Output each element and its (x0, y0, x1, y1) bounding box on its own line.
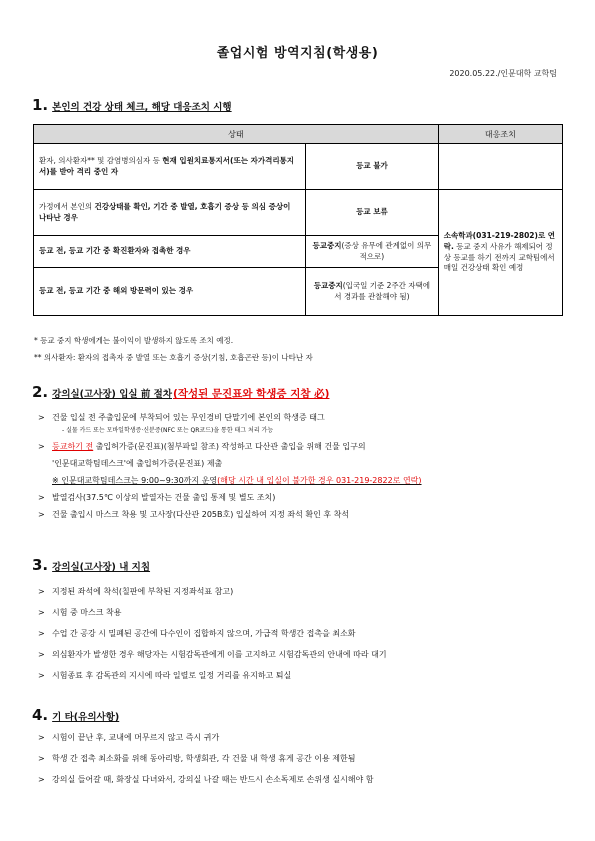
table-row (34, 144, 563, 190)
section-3-list (38, 588, 387, 680)
table-header-row (34, 125, 563, 144)
section-1-heading (32, 96, 232, 114)
list-item: > 건물 출입시 마스크 착용 및 고사장(다산관 205B호) 입실하여 지정 좌석 확인 후 착석 (38, 510, 350, 519)
bullet-glyph: > (38, 733, 45, 742)
list-item: > 학생 간 접촉 최소화를 위해 동아리방, 학생회관, 각 건물 내 학생 휴게 공간 이용 제한됨 (38, 754, 356, 763)
section-2-number: 2. (32, 383, 49, 401)
list-item: > 시험종료 후 감독관의 지시에 따라 일렬로 일정 거리를 유지하고 퇴실 (38, 671, 292, 680)
section-4-list (38, 734, 374, 784)
list-item: > 건물 입실 전 주출입문에 부착되어 있는 무인경비 단말기에 본인의 학생증 태그 (38, 413, 325, 422)
header-state: 상태 (34, 125, 439, 144)
header-action: 대응조치 (438, 125, 562, 144)
list-item-continuation: '인문대교학팀데스크'에 출입허가증(문진표) 제출 (52, 459, 223, 468)
bullet-glyph: > (38, 413, 45, 422)
highlight-before-school: 등교하기 전 (52, 442, 94, 451)
section-4-title: 기 타(유의사항) (52, 712, 120, 723)
list-item: > 의심환자가 발생한 경우 해당자는 시험감독관에게 이를 고지하고 시험감독관의 안내에 따라 대기 (38, 650, 387, 659)
table-row (34, 190, 563, 236)
section-3-number: 3. (32, 556, 49, 574)
bullet-glyph: > (38, 629, 45, 638)
side-cell-empty (438, 144, 562, 190)
section-1-number: 1. (32, 96, 49, 114)
state-cell: 등교 전, 등교 기간 중 확진환자와 접촉한 경우 (34, 236, 306, 268)
state-cell: 등교 전, 등교 기간 중 해외 방문력이 있는 경우 (34, 268, 306, 316)
bullet-glyph: > (38, 775, 45, 784)
section-1-title: 본인의 건강 상태 체크, 해당 대응조치 시행 (52, 102, 232, 113)
bullet-glyph: > (38, 493, 45, 502)
page-title: 졸업시험 방역지침(학생용) (216, 46, 379, 61)
bullet-glyph: > (38, 442, 45, 451)
action-cell: 등교중지(증상 유무에 관계없이 의무적으로) (306, 236, 439, 268)
section-4-number: 4. (32, 706, 49, 724)
bullet-glyph: > (38, 650, 45, 659)
bullet-glyph: > (38, 671, 45, 680)
list-item: > 수업 간 공강 시 밀폐된 공간에 다수인이 집합하지 않으며, 가급적 학생간 접촉을 최소화 (38, 629, 356, 638)
list-item: > 강의실 들어갈 때, 화장실 다녀와서, 강의실 나갈 때는 반드시 손소독제로 손위생 실시해야 함 (38, 775, 374, 784)
section-2-list (38, 414, 422, 519)
bullet-glyph: > (38, 754, 45, 763)
section-2-title: 강의실(고사장) 입실 前 절차 (52, 389, 173, 400)
state-cell: 가정에서 본인의 건강상태를 확인, 기간 중 발열, 호흡기 증상 등 의심 증상이 나타난 경우 (34, 190, 306, 236)
note-2: ** 의사환자: 환자의 접촉자 중 발열 또는 호흡기 증상(기침, 호흡곤란 등)이 나타난 자 (34, 353, 313, 362)
list-item: > 지정된 좌석에 착석(칠판에 부착된 지정좌석표 참고) (38, 587, 234, 596)
section-2-title-highlight: (작성된 문진표와 학생증 지참 必) (173, 388, 330, 400)
state-cell: 환자, 의사환자** 및 감염병의심자 등 현재 입원치료통지서(또는 자가격리통지서)를 받아 격리 중인 자 (34, 144, 306, 190)
side-contact-cell: 소속학과(031-219-2802)로 연락. 등교 중지 사유가 해제되어 정상 등교를 하기 전까지 교학팀에서 매일 건강상태 확인 예정 (438, 190, 562, 316)
bullet-glyph: > (38, 510, 45, 519)
section-4-heading (32, 706, 119, 724)
list-sub-note: - 실물 카드 또는 모바일학생증·신분증(NFC 또는 QR코드)을 통한 태그 처리 가능 (62, 427, 274, 434)
bullet-glyph: > (38, 608, 45, 617)
action-cell: 등교 불가 (306, 144, 439, 190)
list-item: > 시험 중 마스크 착용 (38, 608, 122, 617)
action-cell: 등교 보류 (306, 190, 439, 236)
list-item: > 발열검사(37.5℃ 이상의 발열자는 건물 출입 통제 및 별도 조치) (38, 493, 276, 502)
desk-hours-note: ※ 인문대교학팀데스크는 9:00~9:30까지 운영(해당 시간 내 입실이 불가한 경우 031-219-2822로 연락) (52, 476, 422, 485)
bullet-glyph: > (38, 587, 45, 596)
section-3-title: 강의실(고사장) 내 지침 (52, 562, 151, 573)
action-cell: 등교중지(입국일 기준 2주간 자택에서 경과를 관찰해야 됨) (306, 268, 439, 316)
section-2-heading (32, 383, 329, 401)
section-3-heading (32, 556, 150, 574)
list-item: > 시험이 끝난 후, 교내에 머무르지 않고 즉시 귀가 (38, 733, 220, 742)
list-item: > 등교하기 전 출입허가증(문진표)(첨부파일 참조) 작성하고 다산관 출입을 위해 건물 입구의 (38, 442, 366, 451)
note-1: * 등교 중지 학생에게는 불이익이 발생하지 않도록 조치 예정. (34, 336, 234, 345)
date-line: 2020.05.22./인문대학 교학팀 (449, 69, 557, 78)
response-table (33, 124, 563, 316)
